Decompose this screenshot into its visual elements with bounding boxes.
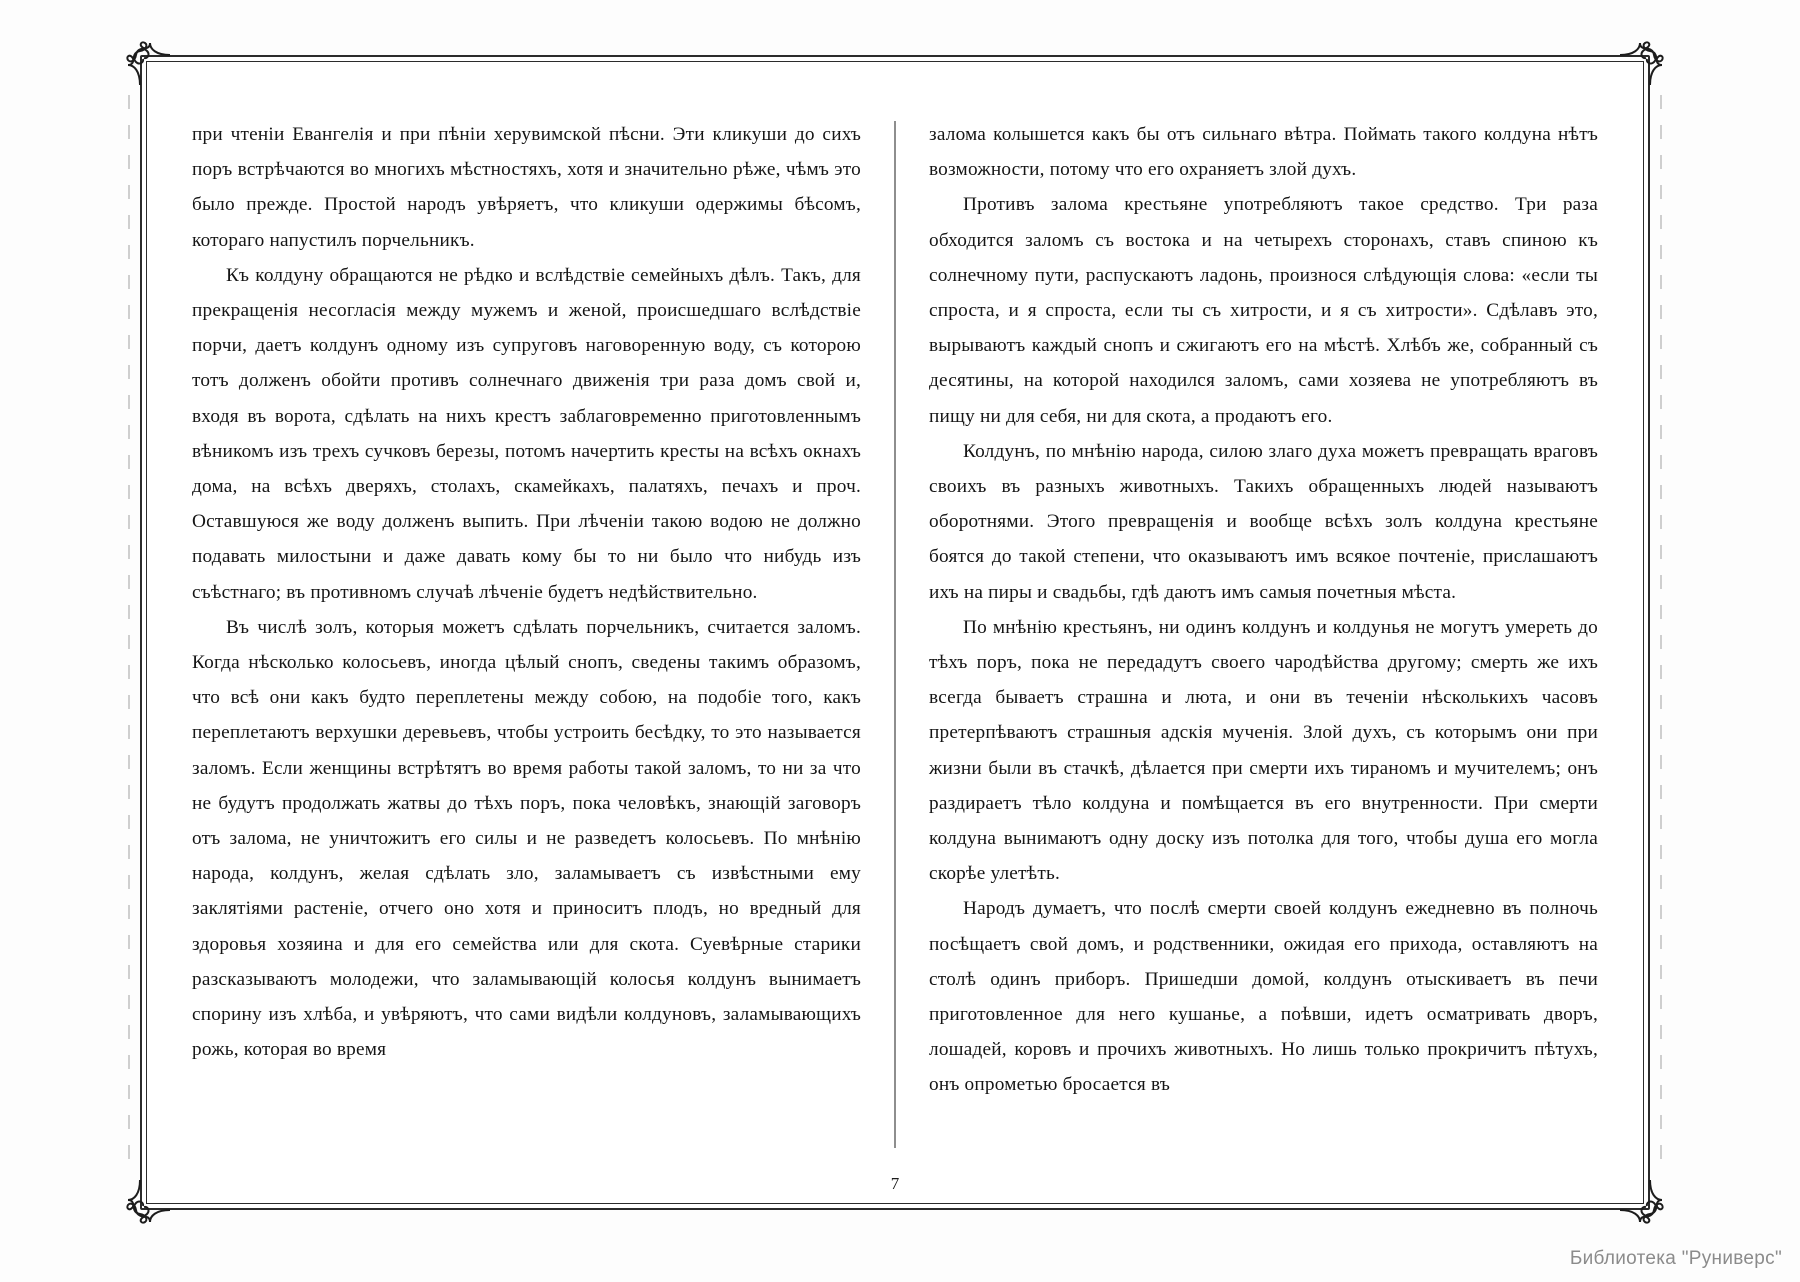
paragraph: Въ числѣ золъ, которыя можетъ сдѣлать порчельникъ, считается заломъ. Когда нѣсколько колосьевъ, иногда цѣлый снопъ, сведены такимъ образомъ, что всѣ они какъ будто переплетены между собою, на подобіе того, какъ переплетаютъ верхушки деревьевъ, чтобы устроить бесѣдку, то это называется заломъ. Если женщины встрѣтятъ во время работы такой заломъ, то ни за что не будутъ продолжать жатвы до тѣхъ поръ, пока человѣкъ, знающій заговоръ отъ залома, не уничтожитъ его силы и не разведетъ колосьевъ. По мнѣнію народа, колдунъ, желая сдѣлать зло, заламываетъ съ извѣстными ему заклятіями растеніе, отчего оно хотя и приноситъ плодъ, но вредный для здоровья хозяина и для его семейства или для скота. Суевѣрные старики разсказываютъ молодежи, что заламывающій колосья колдунъ вынимаетъ спорину изъ хлѣба, и увѣряютъ, что сами видѣли колдуновъ, заламывающихъ рожь, которая во время <box>192 616 861 1061</box>
page-number: 7 <box>890 1174 900 1193</box>
ornament-corner-top-left <box>126 41 172 87</box>
right-column <box>895 117 1598 1152</box>
paragraph: Народъ думаетъ, что послѣ смерти своей колдунъ ежедневно въ полночь посѣщаетъ свой домъ, и родственники, ожидая его прихода, оставляютъ на столѣ одинъ приборъ. Пришедши домой, колдунъ отыскиваетъ въ печи приготовленное для него кушанье, а поѣвши, идетъ осматривать дворъ, лошадей, коровъ и прочихъ животныхъ. Но лишь только прокричитъ пѣтухъ, онъ опрометью бросается въ <box>929 898 1598 1096</box>
paragraph: Противъ залома крестьяне употребляютъ такое средство. Три раза обходится заломъ съ востока и на четырехъ сторонахъ, ставъ спиною къ солнечному пути, распускаютъ ладонь, произнося слѣдующія слова: «если ты спроста, и я спроста, если ты съ хитрости, и я съ хитрости». Сдѣлавъ это, вырываютъ каждый снопъ и сжигаютъ его на мѣстѣ. Хлѣбъ же, собранный съ десятины, на которой находился заломъ, сами хозяева не употребляютъ въ пищу ни для себя, ни для скота, а продаютъ его. <box>929 194 1598 427</box>
paragraph: Колдунъ, по мнѣнію народа, силою злаго духа можетъ превращать враговъ своихъ въ разныхъ животныхъ. Такихъ обращенныхъ людей называютъ оборотнями. Этого превращенія и вообще всѣхъ золъ колдуна крестьяне боятся до такой степени, что оказываютъ имъ всякое почтеніе, прислашаютъ ихъ на пиры и свадьбы, гдѣ даютъ имъ самыя почетныя мѣста. <box>929 440 1598 603</box>
scan-edge-ticks-left <box>128 95 130 1170</box>
library-watermark: Библиотека "Руниверс" <box>1569 1248 1782 1269</box>
page-frame <box>140 55 1650 1210</box>
left-column <box>192 117 895 1152</box>
scan-edge-ticks-right <box>1660 95 1662 1170</box>
paragraph: По мнѣнію крестьянъ, ни одинъ колдунъ и колдунья не могутъ умереть до тѣхъ поръ, пока не передадутъ своего чародѣйства другому; смерть же ихъ всегда бываетъ страшна и люта, и они въ теченіи нѣсколькихъ часовъ претерпѣваютъ страшныя адскія мученія. Злой духъ, съ которымъ они при жизни были въ стачкѣ, дѣлается при смерти ихъ тираномъ и мучителемъ; онъ раздираетъ тѣло колдуна и помѣщается въ его внутренности. При смерти колдуна вынимаютъ одну доску изъ потолка для того, чтобы душа его могла скорѣе улетѣть. <box>929 616 1598 885</box>
paragraph: залома колышется какъ бы отъ сильнаго вѣтра. Поймать такого колдуна нѣтъ возможности, потому что его охраняетъ злой духъ. <box>929 124 1598 181</box>
paragraph: Къ колдуну обращаются не рѣдко и вслѣдствіе семейныхъ дѣлъ. Такъ, для прекращенія несогласія между мужемъ и женой, происшедшаго вслѣдствіе порчи, даетъ колдунъ одному изъ супруговъ наговоренную воду, съ которою тотъ долженъ обойти противъ солнечнаго движенія три раза домъ свой и, входя въ ворота, сдѣлать на нихъ крестъ заблаговременно приготовленнымъ вѣникомъ изъ трехъ сучковъ березы, потомъ начертить кресты на всѣхъ окнахъ дома, на всѣхъ дверяхъ, столахъ, скамейкахъ, палатяхъ, печахъ и проч. Оставшуюся же воду долженъ выпить. При лѣченіи такою водою не должно подавать милостыни и даже давать кому бы то ни было что нибудь изъ съѣстнаго; въ противномъ случаѣ лѣченіе будетъ недѣйствительно. <box>192 264 861 603</box>
ornament-corner-top-right <box>1618 41 1664 87</box>
paragraph: при чтеніи Евангелія и при пѣніи херувимской пѣсни. Эти кликуши до сихъ поръ встрѣчаются во многихъ мѣстностяхъ, хотя и значительно рѣже, чѣмъ это было прежде. Простой народъ увѣряетъ, что кликуши одержимы бѣсомъ, котораго напустилъ порчельникъ. <box>192 124 861 251</box>
text-columns <box>192 117 1598 1152</box>
